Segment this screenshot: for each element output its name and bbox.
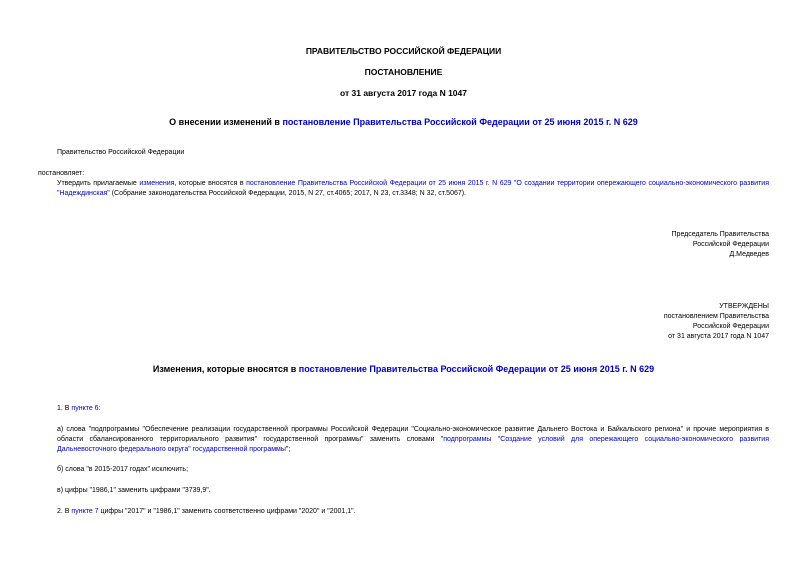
item-1c: в) цифры "1986,1" заменить цифрами "3739,9". — [57, 487, 211, 494]
item-1b: б) слова "в 2015-2017 годах" исключить; — [57, 466, 189, 473]
issuer: Правительство Российской Федерации — [57, 149, 185, 156]
changes-title-prefix: Изменения, которые вносятся в — [152, 364, 299, 374]
changes-title — [0, 364, 807, 374]
government-heading: ПРАВИТЕЛЬСТВО РОССИЙСКОЙ ФЕДЕРАЦИИ — [305, 46, 502, 56]
link-subprogram[interactable]: подпрограммы "Создание условий для опережающего социально-экономического развития Дальневосточного федерального округа" государственной программы — [57, 436, 769, 453]
link-point-6[interactable]: пункте 6 — [71, 405, 99, 412]
changes-title-link[interactable]: постановление Правительства Российской Федерации от 25 июня 2015 г. N 629 — [298, 364, 655, 374]
decides: постановляет: — [38, 170, 85, 177]
signature-block — [500, 230, 769, 260]
document-title — [0, 117, 807, 127]
item-2: 2. В пункте 7 цифры "2017" и "1986,1" заменить соответственно цифрами "2020" и "2001,1". — [57, 508, 356, 515]
signature-line-2: Российской Федерации — [692, 241, 769, 248]
signature-name: Д.Медведев — [729, 251, 769, 258]
title-link[interactable]: постановление Правительства Российской Федерации от 25 июня 2015 г. N 629 — [282, 117, 638, 127]
approval-line-3: Российской Федерации — [692, 323, 769, 330]
link-point-7[interactable]: пункте 7 — [71, 508, 99, 515]
link-changes[interactable]: изменения — [139, 180, 175, 187]
approval-line-4: от 31 августа 2017 года N 1047 — [668, 333, 769, 340]
title-prefix: О внесении изменений в — [169, 117, 283, 127]
approval-block — [500, 302, 769, 342]
document-type: ПОСТАНОВЛЕНИЕ — [364, 67, 443, 77]
link-resolution-629[interactable]: постановление Правительства Российской Федерации от 25 июня 2015 г. N 629 "О создании территории опережающего социально-экономического развития "Надеждинская" — [57, 180, 769, 197]
approval-line-1: УТВЕРЖДЕНЫ — [719, 303, 769, 310]
item-1: 1. В пункте 6: — [57, 405, 101, 412]
document-date: от 31 августа 2017 года N 1047 — [340, 88, 467, 98]
paragraph-approve: Утвердить прилагаемые изменения, которые вносятся в постановление Правительства Российской Федерации от 25 июня 2015 г. N 629 "О создании территории опережающего социально-экономического развития "Надеждинская" (Собрание законодательства Российской Федерации, 2015, N 27, ст.4065; 2017, N 23, ст.3348; N 32, ст.5067). — [57, 180, 769, 197]
signature-line-1: Председатель Правительства — [671, 231, 769, 238]
approval-line-2: постановлением Правительства — [663, 313, 769, 320]
item-1a: а) слова "подпрограммы "Обеспечение реализации государственной программы Российской Федерации "Социально-экономическое развитие Дальнего Востока и Байкальского региона" и прочие мероприятия в области сбалансированного территориального развития" государственной программы" заменить словами "подпрограммы "Создание условий для опережающего социально-экономического развития Дальневосточного федерального округа" государственной программы"; — [57, 426, 769, 453]
